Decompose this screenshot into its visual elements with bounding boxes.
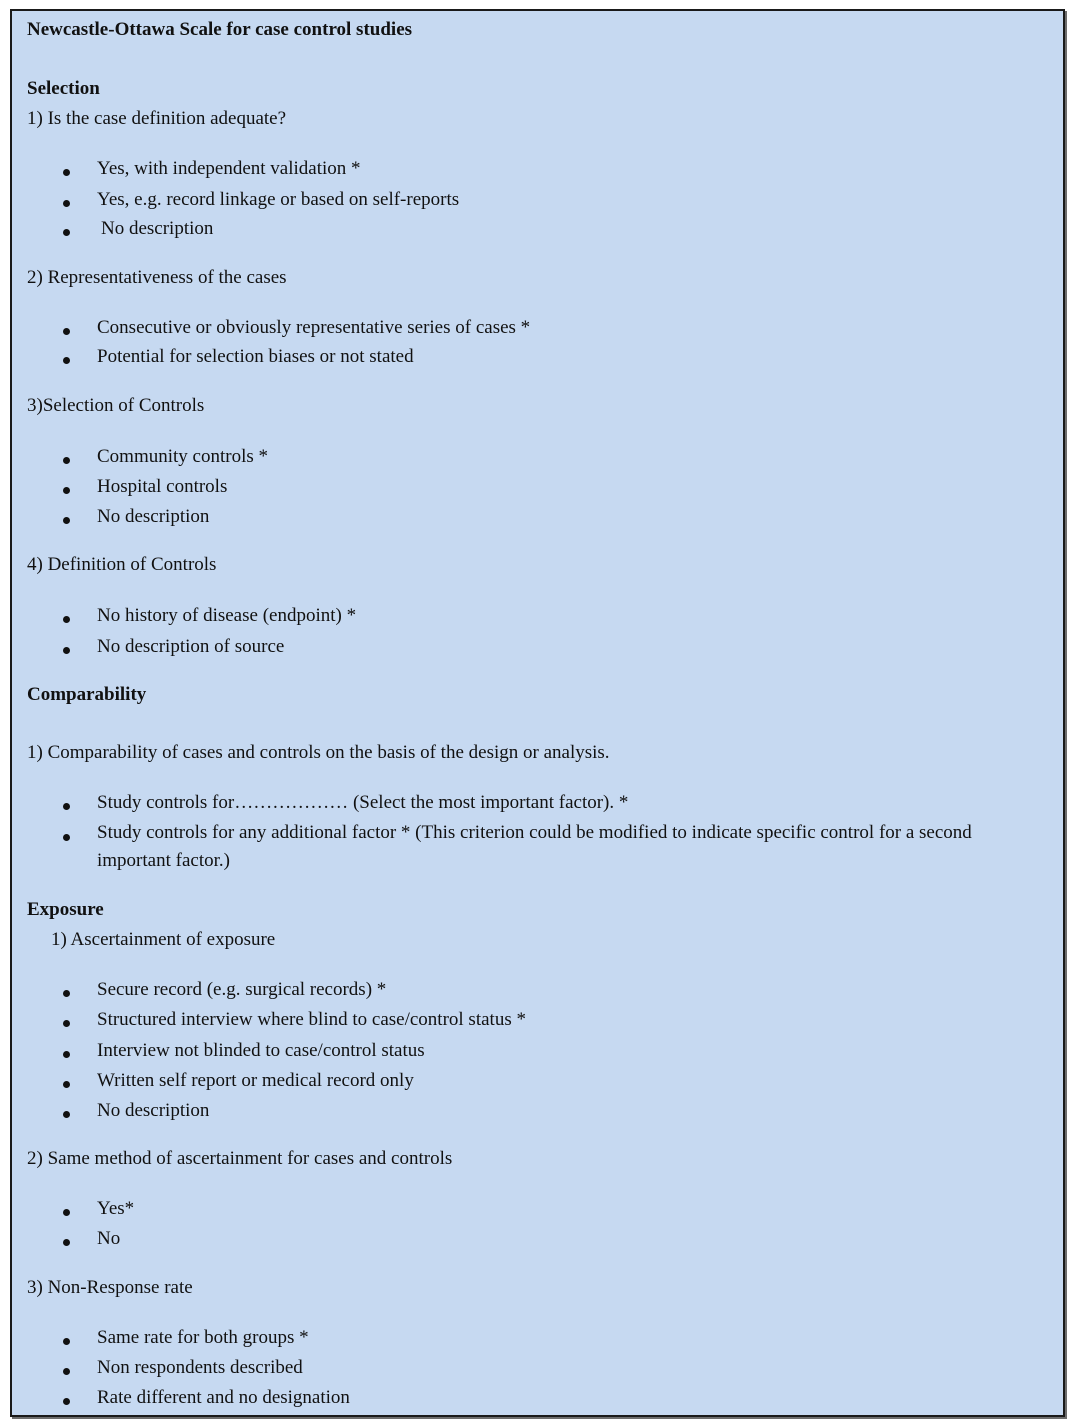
bullet-icon (63, 990, 70, 997)
question-selection-controls: 3)Selection of Controls (27, 395, 205, 416)
bullet-icon (63, 1111, 70, 1118)
bullet-icon (63, 517, 70, 524)
question-case-definition: 1) Is the case definition adequate? (27, 108, 287, 129)
option-item: Consecutive or obviously representative series of cases * (97, 317, 531, 338)
question-definition-controls: 4) Definition of Controls (27, 554, 217, 575)
bullet-icon (63, 357, 70, 364)
bullet-icon (63, 1239, 70, 1246)
option-item: No description (97, 506, 210, 527)
option-item: Yes* (97, 1198, 135, 1219)
section-heading-comparability: Comparability (27, 684, 147, 705)
bullet-icon (63, 616, 70, 623)
bullet-icon (63, 1209, 70, 1216)
question-same-method: 2) Same method of ascertainment for cases and controls (27, 1148, 453, 1169)
option-item: No description (101, 218, 214, 239)
bullet-icon (63, 1020, 70, 1027)
option-item: Written self report or medical record only (97, 1070, 414, 1091)
bullet-icon (63, 647, 70, 654)
option-item: Study controls for any additional factor * (This criterion could be modified to indicate specific control for a second important factor.) (97, 822, 972, 871)
option-item: No description (97, 1100, 210, 1121)
bullet-icon (63, 457, 70, 464)
option-item: Non respondents described (97, 1357, 303, 1378)
bullet-icon (63, 1081, 70, 1088)
option-item: No history of disease (endpoint) * (97, 605, 357, 626)
question-ascertainment: 1) Ascertainment of exposure (51, 929, 276, 950)
document-title: Newcastle-Ottawa Scale for case control studies (27, 19, 413, 40)
question-comparability: 1) Comparability of cases and controls on the basis of the design or analysis. (27, 742, 610, 763)
question-representativeness: 2) Representativeness of the cases (27, 267, 287, 288)
option-item: No description of source (97, 636, 285, 657)
option-item: Hospital controls (97, 476, 228, 497)
section-heading-exposure: Exposure (27, 899, 104, 920)
option-item: Structured interview where blind to case/control status * (97, 1009, 526, 1030)
section-heading-selection: Selection (27, 78, 100, 99)
bullet-icon (63, 1398, 70, 1405)
option-item: Community controls * (97, 446, 268, 467)
bullet-icon (63, 200, 70, 207)
option-item: Yes, with independent validation * (97, 158, 361, 179)
option-item: Interview not blinded to case/control status (97, 1040, 425, 1061)
bullet-icon (63, 1368, 70, 1375)
scale-box (10, 9, 1065, 1417)
option-item: Potential for selection biases or not stated (97, 346, 414, 367)
bullet-icon (63, 834, 70, 841)
question-non-response: 3) Non-Response rate (27, 1277, 193, 1298)
bullet-icon (63, 229, 70, 236)
option-item: Same rate for both groups * (97, 1327, 309, 1348)
option-item: Secure record (e.g. surgical records) * (97, 979, 387, 1000)
bullet-icon (63, 169, 70, 176)
option-item: Rate different and no designation (97, 1387, 350, 1408)
option-item: No (97, 1228, 121, 1249)
bullet-icon (63, 328, 70, 335)
bullet-icon (63, 803, 70, 810)
bullet-icon (63, 487, 70, 494)
bullet-icon (63, 1338, 70, 1345)
option-item: Study controls for……………… (Select the most important factor). * (97, 792, 629, 813)
option-item: Yes, e.g. record linkage or based on self-reports (97, 189, 460, 210)
bullet-icon (63, 1051, 70, 1058)
